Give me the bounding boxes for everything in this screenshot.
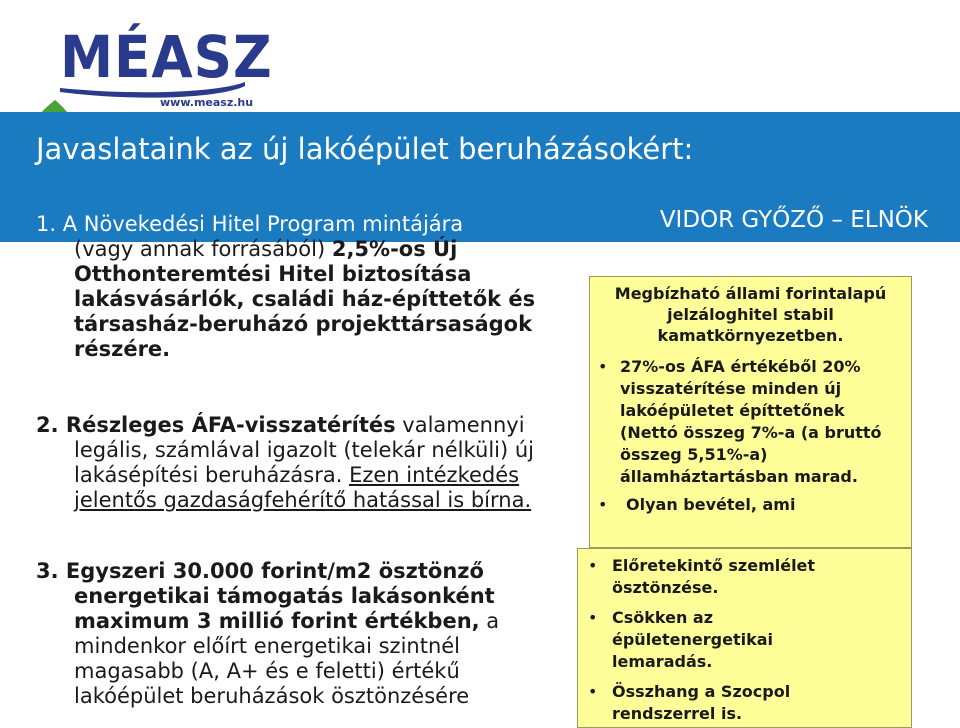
speaker-name: VIDOR GYŐZŐ – ELNÖK bbox=[659, 207, 928, 233]
proposal-2-line-2: legális, számlával igazolt (telekár nélküli) új bbox=[74, 438, 535, 462]
note-box-mortgage bbox=[589, 276, 912, 548]
slide-title: Javaslataink az új lakóépület beruházásokért: bbox=[36, 132, 694, 166]
proposal-1-line-4: lakásvásárlók, családi ház-építtetők és bbox=[74, 287, 536, 311]
note-heading: Megbízható állami forintalapú jelzáloghitel stabil kamatkörnyezetben. bbox=[614, 284, 887, 345]
proposal-3-line-3: maximum 3 millió forint értékben, a bbox=[74, 609, 500, 633]
proposal-1-line-6: részére. bbox=[74, 337, 171, 361]
proposal-3-line-6: lakóépület beruházások ösztönzésére bbox=[74, 684, 470, 708]
bullet-dot-icon: • bbox=[598, 357, 608, 376]
note-bullet: • 27%-os ÁFA értékéből 20% visszatérítése minden új lakóépületet építtetőnek (Nettó összeg 7%-a (a bruttó összeg 5,51%-a) államháztartásban marad. bbox=[598, 357, 882, 486]
proposal-1-line-5: társasház-beruházó projekttársaságok bbox=[74, 312, 533, 336]
note-bullet: • Olyan bevétel, ami bbox=[598, 495, 796, 514]
proposal-3-line-2: energetikai támogatás lakásonként bbox=[74, 584, 495, 608]
proposal-1-line-3: Otthonteremtési Hitel biztosítása bbox=[74, 262, 472, 286]
note-bullet: • Előretekintő szemlélet ösztönzése. bbox=[588, 556, 816, 597]
proposal-2-line-1: 2. Részleges ÁFA-visszatérítés valamennyi bbox=[36, 413, 525, 437]
proposal-2-line-3: lakásépítési beruházásra. Ezen intézkedés bbox=[74, 463, 520, 487]
proposal-1-line-1: 1. A Növekedési Hitel Program mintájára bbox=[36, 212, 464, 236]
proposal-1 bbox=[36, 212, 535, 362]
bullet-dot-icon: • bbox=[598, 495, 608, 514]
bullet-dot-icon: • bbox=[588, 682, 598, 701]
proposal-3-line-5: magasabb (A, A+ és e feletti) értékű bbox=[74, 659, 460, 683]
note-bullet: • Összhang a Szocpol rendszerrel is. bbox=[588, 682, 791, 723]
proposal-1-line-2: (vagy annak forrásából) 2,5%-os Új bbox=[74, 237, 458, 261]
note-bullet: • Csökken az épületenergetikai lemaradás. bbox=[588, 608, 774, 671]
proposal-3-line-1: 3. Egyszeri 30.000 forint/m2 ösztönző bbox=[36, 559, 484, 583]
bullet-dot-icon: • bbox=[588, 556, 598, 575]
logo-wordmark: MÉASZ bbox=[60, 23, 273, 91]
proposal-2 bbox=[36, 413, 534, 513]
proposal-2-line-4: jelentős gazdaságfehérítő hatással is bírna. bbox=[74, 488, 532, 512]
proposal-3 bbox=[36, 559, 499, 709]
logo-url: www.measz.hu bbox=[160, 96, 254, 109]
note-box-energy bbox=[577, 548, 912, 728]
bullet-dot-icon: • bbox=[588, 608, 598, 627]
proposal-3-line-4: mindenkor előírt energetikai szintnél bbox=[74, 634, 461, 658]
